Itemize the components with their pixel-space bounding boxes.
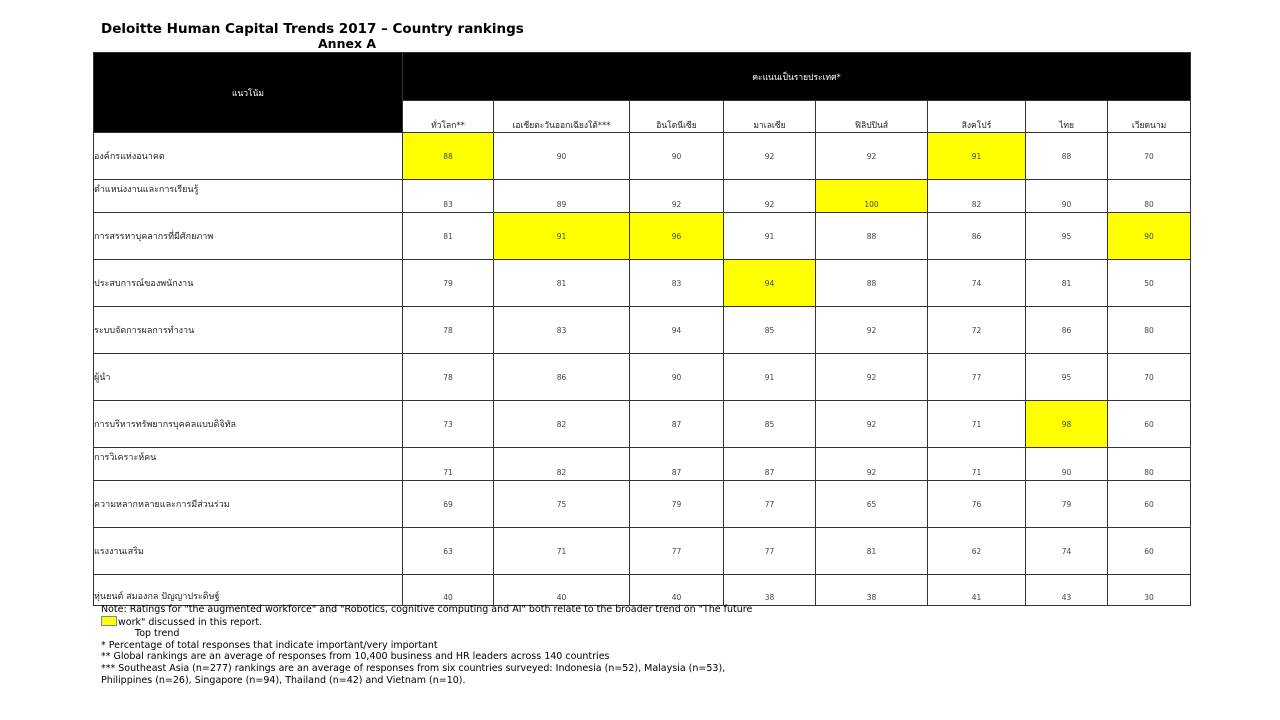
country-header: ไทย [1026, 101, 1108, 133]
table-cell: 91 [494, 213, 630, 260]
trend-label: ผู้นำ [94, 354, 403, 401]
trend-label: ระบบจัดการผลการทำงาน [94, 307, 403, 354]
country-header: มาเลเซีย [724, 101, 816, 133]
table-cell: 70 [1108, 354, 1191, 401]
table-cell: 73 [403, 401, 494, 448]
table-cell: 77 [630, 528, 724, 575]
table-cell: 83 [494, 307, 630, 354]
table-cell: 41 [928, 575, 1026, 606]
table-cell: 79 [403, 260, 494, 307]
table-cell: 77 [928, 354, 1026, 401]
table-cell: 91 [928, 133, 1026, 180]
top-trend-swatch [101, 616, 117, 626]
trend-label: การสรรหาบุคลากรที่มีศักยภาพ [94, 213, 403, 260]
footnotes [101, 604, 981, 686]
table-cell: 40 [494, 575, 630, 606]
table-cell: 60 [1108, 528, 1191, 575]
table-cell: 82 [928, 180, 1026, 213]
table-cell: 96 [630, 213, 724, 260]
table-cell: 50 [1108, 260, 1191, 307]
table-cell: 92 [816, 401, 928, 448]
table-cell: 76 [928, 481, 1026, 528]
table-cell: 83 [403, 180, 494, 213]
table-cell: 78 [403, 354, 494, 401]
table-cell: 72 [928, 307, 1026, 354]
table-cell: 92 [816, 307, 928, 354]
table-row [94, 575, 1191, 606]
table-cell: 87 [724, 448, 816, 481]
table-row [94, 401, 1191, 448]
table-cell: 77 [724, 528, 816, 575]
table-cell: 91 [724, 213, 816, 260]
table-cell: 82 [494, 448, 630, 481]
trend-label: ความหลากหลายและการมีส่วนร่วม [94, 481, 403, 528]
table-cell: 95 [1026, 354, 1108, 401]
table-row [94, 133, 1191, 180]
table-cell: 74 [928, 260, 1026, 307]
document-subtitle: Annex A [318, 36, 377, 51]
table-cell: 71 [494, 528, 630, 575]
table-cell: 87 [630, 401, 724, 448]
table-row [94, 448, 1191, 481]
table-cell: 100 [816, 180, 928, 213]
table-cell: 65 [816, 481, 928, 528]
note-line: ** Global rankings are an average of responses from 10,400 business and HR leaders across 140 countries [101, 651, 610, 663]
table-cell: 92 [724, 180, 816, 213]
table-cell: 92 [816, 448, 928, 481]
document-title: Deloitte Human Capital Trends 2017 – Country rankings [101, 21, 524, 37]
table-cell: 78 [403, 307, 494, 354]
table-cell: 86 [1026, 307, 1108, 354]
table-cell: 70 [1108, 133, 1191, 180]
table-cell: 82 [494, 401, 630, 448]
table-row [94, 180, 1191, 213]
table-cell: 43 [1026, 575, 1108, 606]
table-cell: 88 [816, 260, 928, 307]
note-line [101, 616, 981, 629]
table-cell: 94 [724, 260, 816, 307]
table-cell: 92 [816, 133, 928, 180]
table-row [94, 260, 1191, 307]
table-cell: 60 [1108, 401, 1191, 448]
table-cell: 77 [724, 481, 816, 528]
table-cell: 83 [630, 260, 724, 307]
table-cell: 94 [630, 307, 724, 354]
table-cell: 74 [1026, 528, 1108, 575]
note-line: * Percentage of total responses that indicate important/very important [101, 639, 438, 651]
table-cell: 81 [816, 528, 928, 575]
table-cell: 63 [403, 528, 494, 575]
table-cell: 92 [630, 180, 724, 213]
table-row [94, 481, 1191, 528]
table-cell: 85 [724, 401, 816, 448]
table-cell: 75 [494, 481, 630, 528]
table-cell: 88 [816, 213, 928, 260]
header-row [94, 53, 1191, 101]
table-cell: 87 [630, 448, 724, 481]
table-cell: 86 [928, 213, 1026, 260]
note-line-text: work" discussed in this report. [118, 616, 263, 628]
table-cell: 90 [630, 133, 724, 180]
country-header: อินโดนีเซีย [630, 101, 724, 133]
table-cell: 40 [630, 575, 724, 606]
table-cell: 90 [494, 133, 630, 180]
trend-label: หุ่นยนต์ สมองกล ปัญญาประดิษฐ์ [94, 575, 403, 606]
table-cell: 60 [1108, 481, 1191, 528]
table-cell: 81 [494, 260, 630, 307]
table-cell: 38 [816, 575, 928, 606]
table-row [94, 528, 1191, 575]
table-cell: 81 [403, 213, 494, 260]
table-cell: 90 [1108, 213, 1191, 260]
table-cell: 62 [928, 528, 1026, 575]
table-cell: 38 [724, 575, 816, 606]
table-cell: 80 [1108, 448, 1191, 481]
table-cell: 85 [724, 307, 816, 354]
trend-label: องค์กรแห่งอนาคต [94, 133, 403, 180]
table-cell: 80 [1108, 307, 1191, 354]
table-cell: 81 [1026, 260, 1108, 307]
country-header: สิงคโปร์ [928, 101, 1026, 133]
country-header: เอเชียตะวันออกเฉียงใต้*** [494, 101, 630, 133]
country-header: ฟิลิปปินส์ [816, 101, 928, 133]
table-cell: 86 [494, 354, 630, 401]
table-cell: 40 [403, 575, 494, 606]
table-cell: 79 [630, 481, 724, 528]
table-cell: 79 [1026, 481, 1108, 528]
note-line: Philippines (n=26), Singapore (n=94), Thailand (n=42) and Vietnam (n=10). [101, 674, 466, 686]
table-cell: 30 [1108, 575, 1191, 606]
table-cell: 80 [1108, 180, 1191, 213]
table-cell: 92 [816, 354, 928, 401]
trend-label: การบริหารทรัพยากรบุคคลแบบดิจิทัล [94, 401, 403, 448]
table-cell: 71 [928, 401, 1026, 448]
table-cell: 91 [724, 354, 816, 401]
trend-label: แรงงานเสริม [94, 528, 403, 575]
country-group-header: คะแนนเป็นรายประเทศ* [403, 53, 1191, 101]
trend-label: ประสบการณ์ของพนักงาน [94, 260, 403, 307]
top-trend-legend: Top trend [135, 628, 180, 640]
table-cell: 71 [403, 448, 494, 481]
country-rankings-table [93, 52, 1191, 606]
table-cell: 95 [1026, 213, 1108, 260]
note-line: *** Southeast Asia (n=277) rankings are an average of responses from six countries surveyed: Indonesia (n=52), Malaysia (n=53), [101, 662, 726, 674]
note-line: Note: Ratings for "the augmented workforce" and "Robotics, cognitive computing and AI" both relate to the broader trend on "The future [101, 604, 753, 615]
table-cell: 89 [494, 180, 630, 213]
table-row [94, 213, 1191, 260]
table-cell: 90 [630, 354, 724, 401]
table-row [94, 307, 1191, 354]
trend-label: การวิเคราะห์คน [94, 448, 403, 481]
country-header: ทั่วโลก** [403, 101, 494, 133]
table-cell: 69 [403, 481, 494, 528]
table-row [94, 354, 1191, 401]
table-cell: 98 [1026, 401, 1108, 448]
table-cell: 71 [928, 448, 1026, 481]
country-header: เวียดนาม [1108, 101, 1191, 133]
table-cell: 92 [724, 133, 816, 180]
table-cell: 88 [403, 133, 494, 180]
table-cell: 90 [1026, 180, 1108, 213]
trend-label: ตำแหน่งงานและการเรียนรู้ [94, 180, 403, 213]
table-cell: 90 [1026, 448, 1108, 481]
topic-column-header: แนวโน้ม [94, 53, 403, 133]
table-cell: 88 [1026, 133, 1108, 180]
